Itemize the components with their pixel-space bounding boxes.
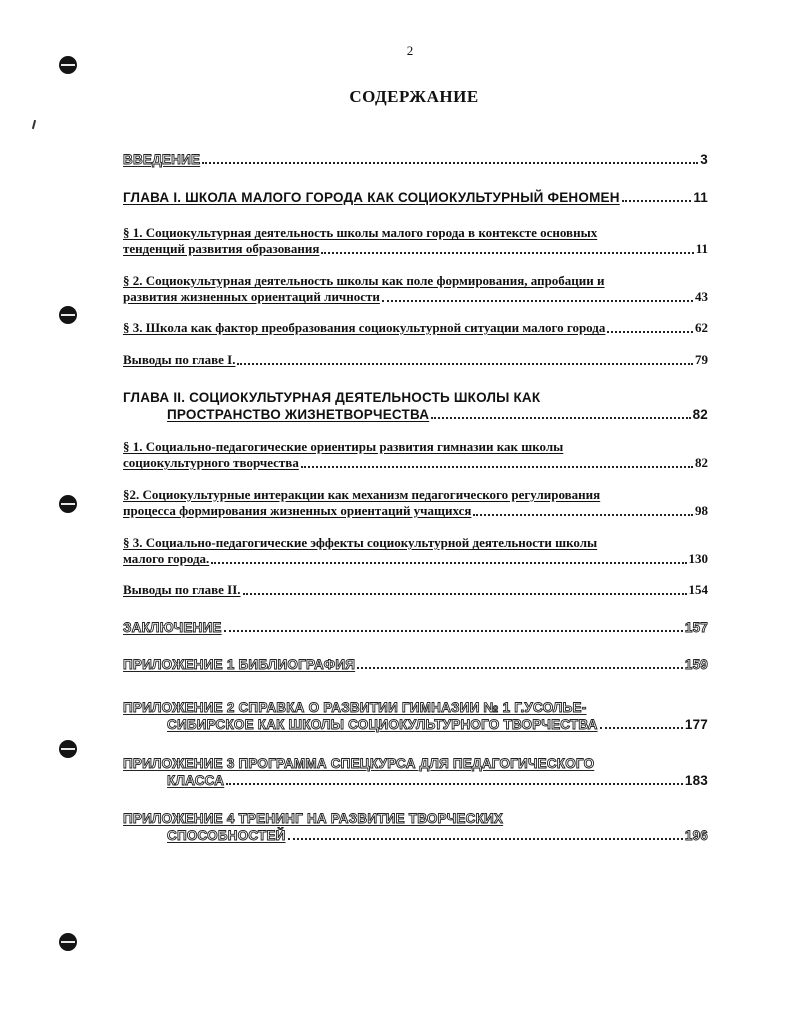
toc-entry-title-line: ПРИЛОЖЕНИЕ 4 ТРЕНИНГ НА РАЗВИТИЕ ТВОРЧЕСКИХ [123,811,504,826]
binder-hole [59,306,77,324]
toc-entry-page: 82 [695,455,708,470]
toc-entry[interactable] [123,320,708,336]
toc-entry-title: ГЛАВА I. ШКОЛА МАЛОГО ГОРОДА КАК СОЦИОКУЛЬТУРНЫЙ ФЕНОМЕН [123,190,620,205]
toc-entry[interactable] [123,438,708,471]
toc-entry[interactable] [123,352,708,368]
toc-entry-page: 98 [695,503,708,518]
binder-hole [59,740,77,758]
toc-entry-title: Выводы по главе II. [123,582,241,597]
toc-entry-title-line: СПОСОБНОСТЕЙ [167,828,286,843]
toc-entry-title-line: КЛАССА [167,773,225,788]
toc-entry-title-line: развития жизненных ориентаций личности [123,289,380,304]
toc-entry-page: 177 [684,717,708,732]
toc-entry-title: ЗАКЛЮЧЕНИЕ [123,620,222,635]
toc-entry-page: 43 [695,289,708,304]
binder-hole [59,56,77,74]
toc-entry-page: 3 [700,152,708,167]
toc-entry-page: 11 [693,190,708,205]
toc-entry[interactable] [123,272,708,305]
toc-entry-page: 11 [695,241,708,256]
toc-entry-page: 62 [695,320,708,335]
toc-entry[interactable] [123,620,708,635]
toc-entry[interactable] [123,224,708,257]
toc-entry[interactable] [123,388,708,422]
toc-entry-title-line: § 2. Социокультурная деятельность школы как поле формирования, апробации и [123,273,605,288]
toc-entry[interactable] [123,582,708,598]
toc-entry[interactable] [123,534,708,567]
toc-entry-title-line: ПРИЛОЖЕНИЕ 2 СПРАВКА О РАЗВИТИИ ГИМНАЗИИ № 1 Г.УСОЛЬЕ- [123,700,587,715]
toc-entry-title-line: социокультурного творчества [123,455,299,470]
toc-entry[interactable] [123,698,708,732]
toc-entry-page: 159 [684,657,708,672]
binder-hole [59,495,77,513]
toc-entry[interactable] [123,190,708,205]
toc-entry[interactable] [123,152,708,167]
toc-entry-title-line: § 1. Социально-педагогические ориентиры развития гимназии как школы [123,439,564,454]
binder-hole [59,933,77,951]
toc-entry-title: Выводы по главе I. [123,352,236,367]
toc-entry-title-line: СИБИРСКОЕ КАК ШКОЛЫ СОЦИОКУЛЬТУРНОГО ТВОРЧЕСТВА [167,717,598,732]
toc-entry[interactable] [123,657,708,672]
toc-entry-title-line: § 1. Социокультурная деятельность школы малого города в контексте основных [123,225,598,240]
document-title: СОДЕРЖАНИЕ [349,87,479,106]
scan-speck [32,120,36,129]
toc-entry-title: ПРИЛОЖЕНИЕ 1 БИБЛИОГРАФИЯ [123,657,356,672]
toc-entry-page: 130 [688,551,708,566]
page-number: 2 [406,43,414,58]
toc-entry-title-line: §2. Социокультурные интеракции как механизм педагогического регулирования [123,487,601,502]
toc-entry-page: 196 [684,828,708,843]
toc-entry-page: 79 [695,352,708,367]
toc-entry-title-line: ПРИЛОЖЕНИЕ 3 ПРОГРАММА СПЕЦКУРСА ДЛЯ ПЕДАГОГИЧЕСКОГО [123,756,595,771]
toc-entry-title-line: малого города. [123,551,210,566]
toc-entry-title: § 3. Школа как фактор преобразования социокультурной ситуации малого города [123,320,606,335]
toc-entry-page: 82 [692,407,708,422]
toc-entry-page: 157 [684,620,708,635]
toc-entry[interactable] [123,486,708,519]
toc-entry-page: 154 [688,582,708,597]
toc-entry[interactable] [123,809,708,843]
toc-entry-page: 183 [684,773,708,788]
toc-entry-title-line: процесса формирования жизненных ориентаций учащихся [123,503,472,518]
toc-entry-title-line: тенденций развития образования [123,241,320,256]
toc-entry[interactable] [123,754,708,788]
toc-entry-title-line: ПРОСТРАНСТВО ЖИЗНЕТВОРЧЕСТВА [167,407,430,422]
toc-entry-title: ВВЕДЕНИЕ [123,152,201,167]
toc-entry-title-line: ГЛАВА II. СОЦИОКУЛЬТУРНАЯ ДЕЯТЕЛЬНОСТЬ ШКОЛЫ КАК [123,390,541,405]
toc-entry-title-line: § 3. Социально-педагогические эффекты социокультурной деятельности школы [123,535,598,550]
